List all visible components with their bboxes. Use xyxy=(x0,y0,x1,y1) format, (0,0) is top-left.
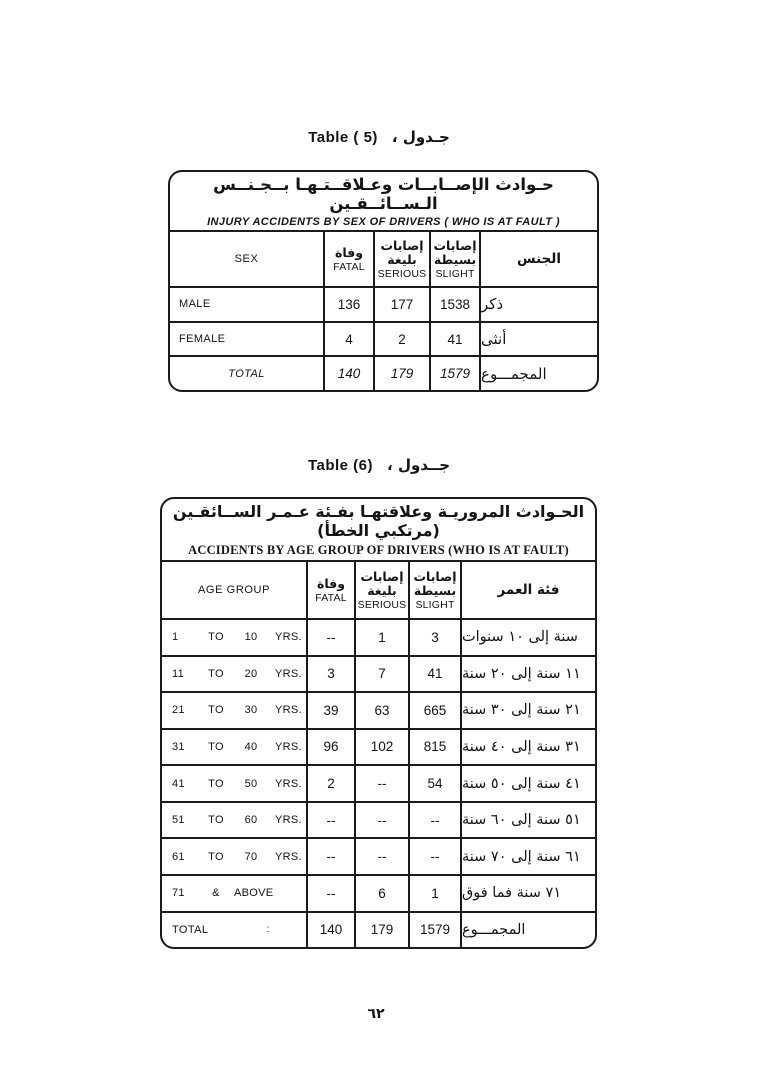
sex-label-arabic: ذكر xyxy=(481,295,504,314)
column-header-age-group: AGE GROUP xyxy=(162,562,308,618)
serious-value: 2 xyxy=(375,323,431,356)
table6-header-row xyxy=(162,562,595,618)
column-header-sex-arabic: الجنس xyxy=(516,251,562,267)
age-group-label: 1 TO 10 YRS. xyxy=(162,620,308,655)
serious-total: 179 xyxy=(356,913,410,948)
table-row-female xyxy=(170,321,597,356)
fatal-value: 39 xyxy=(308,693,356,728)
serious-value: -- xyxy=(356,839,410,874)
slight-value: 1 xyxy=(410,876,462,911)
age-group-label-arabic: سنة إلى ١٠ سنوات xyxy=(462,629,578,646)
total-label-arabic: المجمـــوع xyxy=(481,364,547,383)
fatal-value: -- xyxy=(308,876,356,911)
fatal-value: -- xyxy=(308,620,356,655)
age-group-label: 51 TO 60 YRS. xyxy=(162,803,308,838)
slight-value: -- xyxy=(410,839,462,874)
column-header-slight: إصابات بسيطة SLIGHT xyxy=(431,232,481,286)
table-row-male xyxy=(170,286,597,321)
slight-value: 815 xyxy=(410,730,462,765)
table-row-age-31-40 xyxy=(162,728,595,765)
sex-label-arabic: أنثى xyxy=(481,330,507,348)
fatal-value: 4 xyxy=(325,323,375,356)
table6-caption xyxy=(0,456,758,475)
table-row-age-1-10 xyxy=(162,618,595,655)
fatal-value: 136 xyxy=(325,288,375,321)
table-row-total xyxy=(170,355,597,390)
age-group-label: 41 TO 50 YRS. xyxy=(162,766,308,801)
age-group-label-arabic: ٤١ سنة إلى ٥٠ سنة xyxy=(462,775,581,792)
slight-value: 665 xyxy=(410,693,462,728)
slight-total: 1579 xyxy=(410,913,462,948)
serious-value: 177 xyxy=(375,288,431,321)
fatal-total: 140 xyxy=(308,913,356,948)
page-number: ٦٢ xyxy=(367,1006,385,1022)
table5-title xyxy=(170,172,597,232)
serious-value: 1 xyxy=(356,620,410,655)
age-group-label: 31 TO 40 YRS. xyxy=(162,730,308,765)
table5 xyxy=(168,170,599,392)
slight-value: 41 xyxy=(410,657,462,692)
slight-value: -- xyxy=(410,803,462,838)
serious-value: 7 xyxy=(356,657,410,692)
age-group-label-arabic: ٢١ سنة إلى ٣٠ سنة xyxy=(462,702,581,719)
serious-value: 63 xyxy=(356,693,410,728)
column-header-fatal: وفاة FATAL xyxy=(325,232,375,286)
fatal-value: -- xyxy=(308,803,356,838)
sex-label: FEMALE xyxy=(170,323,325,356)
table6 xyxy=(160,497,597,949)
serious-value: -- xyxy=(356,766,410,801)
serious-value: 6 xyxy=(356,876,410,911)
slight-value: 41 xyxy=(431,323,481,356)
age-group-label: 11 TO 20 YRS. xyxy=(162,657,308,692)
table5-title-english: INJURY ACCIDENTS BY SEX OF DRIVERS ( WHO IS AT FAULT ) xyxy=(207,215,560,228)
slight-value: 3 xyxy=(410,620,462,655)
table-row-age-71-above xyxy=(162,874,595,911)
column-header-serious: إصابات بليغة SERIOUS xyxy=(375,232,431,286)
column-header-slight: إصابات بسيطة SLIGHT xyxy=(410,562,462,618)
fatal-value: 96 xyxy=(308,730,356,765)
column-header-sex: SEX xyxy=(170,232,325,286)
table-row-age-61-70 xyxy=(162,837,595,874)
table-row-age-41-50 xyxy=(162,764,595,801)
table-row-total xyxy=(162,911,595,948)
age-group-label-arabic: ٥١ سنة إلى ٦٠ سنة xyxy=(462,812,581,829)
total-label-suffix: : xyxy=(266,924,270,936)
column-header-fatal: وفاة FATAL xyxy=(308,562,356,618)
fatal-value: -- xyxy=(308,839,356,874)
age-group-label: 61 TO 70 YRS. xyxy=(162,839,308,874)
table5-caption-en: Table ( 5) xyxy=(308,129,378,146)
fatal-value: 2 xyxy=(308,766,356,801)
table-row-age-11-20 xyxy=(162,655,595,692)
table-row-age-21-30 xyxy=(162,691,595,728)
table6-caption-en: Table (6) xyxy=(307,457,374,474)
table5-header-row xyxy=(170,232,597,286)
age-group-label-arabic: ٦١ سنة إلى ٧٠ سنة xyxy=(462,848,581,865)
table6-caption-ar: جــدول ، xyxy=(387,456,451,474)
column-header-serious: إصابات بليغة SERIOUS xyxy=(356,562,410,618)
total-label-arabic: المجمـــوع xyxy=(462,921,526,938)
table5-title-arabic: حـوادث الإصــابــات وعـلاقــتـهـا بــجـنــس الـســائــقـين xyxy=(213,174,554,213)
fatal-value: 3 xyxy=(308,657,356,692)
total-label: TOTAL xyxy=(170,357,325,390)
serious-value: -- xyxy=(356,803,410,838)
table5-caption xyxy=(0,128,758,147)
table6-title xyxy=(162,499,595,562)
column-header-age-group-arabic: فئة العمر xyxy=(497,582,560,598)
table6-title-english: ACCIDENTS BY AGE GROUP OF DRIVERS (WHO IS AT FAULT) xyxy=(188,542,569,557)
age-group-label: 71 & ABOVE xyxy=(162,876,308,911)
sex-label: MALE xyxy=(170,288,325,321)
total-label: TOTAL : xyxy=(162,913,308,948)
age-group-label-arabic: ١١ سنة إلى ٢٠ سنة xyxy=(462,665,581,682)
age-group-label-arabic: ٧١ سنة فما فوق xyxy=(462,885,562,902)
age-group-label-arabic: ٣١ سنة إلى ٤٠ سنة xyxy=(462,738,581,755)
slight-value: 54 xyxy=(410,766,462,801)
table5-caption-ar: جـدول ، xyxy=(391,128,450,146)
serious-total: 179 xyxy=(375,357,431,390)
slight-value: 1538 xyxy=(431,288,481,321)
table-row-age-51-60 xyxy=(162,801,595,838)
table6-title-arabic: الحـوادث المروريـة وعلاقتهـا بفـئة عـمـر الســائقـين (مرتكبي الخطأ) xyxy=(172,501,585,540)
slight-total: 1579 xyxy=(431,357,481,390)
fatal-total: 140 xyxy=(325,357,375,390)
serious-value: 102 xyxy=(356,730,410,765)
age-group-label: 21 TO 30 YRS. xyxy=(162,693,308,728)
